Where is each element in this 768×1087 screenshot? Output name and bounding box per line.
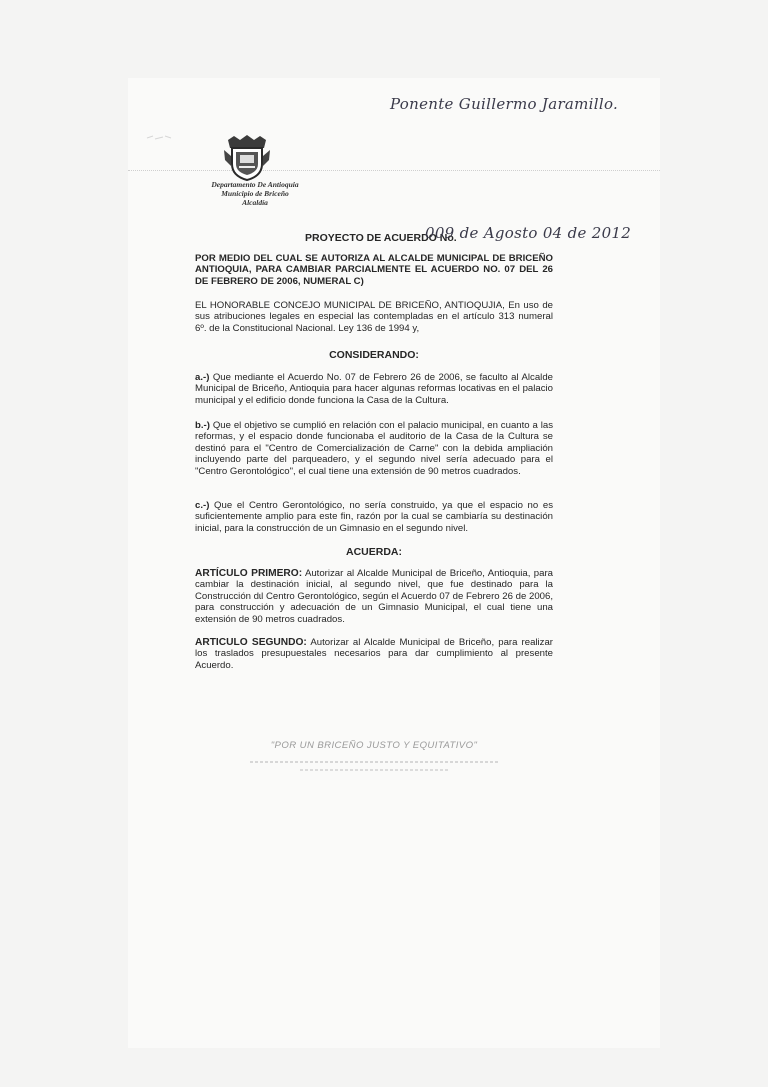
letterhead-text [196,180,314,207]
scan-smudge [145,130,173,142]
considerando-b [195,420,553,477]
faded-footer-address [230,758,518,778]
coat-of-arms-icon [222,134,272,182]
articulo-segundo-label: ARTICULO SEGUNDO: [195,637,307,648]
document-intro: EL HONORABLE CONCEJO MUNICIPAL DE BRICEÑO, ANTIOQUJIA, En uso de sus atribuciones legales en especial las contempladas en el artículo 313 numeral 6º. de la Constitucional Nacional. Ley 136 de 1994 y, [195,300,553,334]
considerando-b-label: b.-) [195,420,210,431]
letterhead-office: Alcaldía [242,198,268,207]
letterhead-department: Departamento De Antioquia [211,180,299,189]
acuerda-title: ACUERDA: [346,546,402,558]
articulo-primero [195,568,553,625]
considerando-c-label: c.-) [195,500,210,511]
articulo-primero-text: Autorizar al Alcalde Municipal de Briceño, Antioquia, para cambiar la destinación inicial, al segundo nivel, que fue destinado para la Construcción dɩl Centro Gerontológico, según el Acuerdo 07 de Febrero 26 de 2006, para construcción y adecuación de un Gimnasio Municipal, el cual tiene una extensión de 90 metros cuadrados. [195,568,553,625]
articulo-primero-label: ARTÍCULO PRIMERO: [195,568,303,579]
articulo-segundo-text: Autorizar al Alcalde Municipal de Briceño, para realizar los traslados presupuestales necesarios para dar cumplimiento al presente Acuerdo. [195,637,554,671]
letterhead-municipality: Municipio de Briceño [221,189,289,198]
considerando-a [195,372,553,406]
proyecto-label: PROYECTO DE ACUERDO No. [305,232,457,244]
considerando-a-text: Que mediante el Acuerdo No. 07 de Febrero 26 de 2006, se faculto al Alcalde Municipal de Briceño, Antioquia para hacer algunas reformas locativas en el palacio municipal y el edificio donde funciona la Casa de la Cultura. [195,372,553,406]
document-subject: POR MEDIO DEL CUAL SE AUTORIZA AL ALCALDE MUNICIPAL DE BRICEÑO ANTIOQUIA, PARA CAMBIAR PARCIALMENTE EL ACUERDO NO. 07 DEL 26 DE FEBRERO DE 2006, NUMERAL C) [195,253,553,287]
header-separator [128,170,660,171]
considerando-c [195,500,553,534]
articulo-segundo [195,637,553,671]
considerando-a-label: a.-) [195,372,210,383]
considerando-b-text: Que el objetivo se cumplió en relación con el palacio municipal, en cuanto a las reformas, y el espacio donde funcionaba el auditorio de la Casa de la Cultura se destinó para el "Centro de Comercialización de Carne" con la debida ampliación incluyendo parte del parqueadero, y el segundo nivel sería adecuado para el "Centro Gerontológico", el cual tiene una extensión de 90 metros cuadrados. [195,420,553,477]
handwritten-ponente: Ponente Guillermo Jaramillo. [390,95,619,113]
municipal-motto: "POR UN BRICEÑO JUSTO Y EQUITATIVO" [270,740,478,751]
considerando-c-text: Que el Centro Gerontológico, no sería construido, ya que el espacio no es suficientemente amplio para este fin, razón por la cual se cambiaría su destinación inicial, para la construcción de un Gimnasio en el segundo nivel. [195,500,553,534]
handwritten-proyecto-number-date: 009 de Agosto 04 de 2012 [425,224,632,242]
considerando-title: CONSIDERANDO: [329,349,419,361]
